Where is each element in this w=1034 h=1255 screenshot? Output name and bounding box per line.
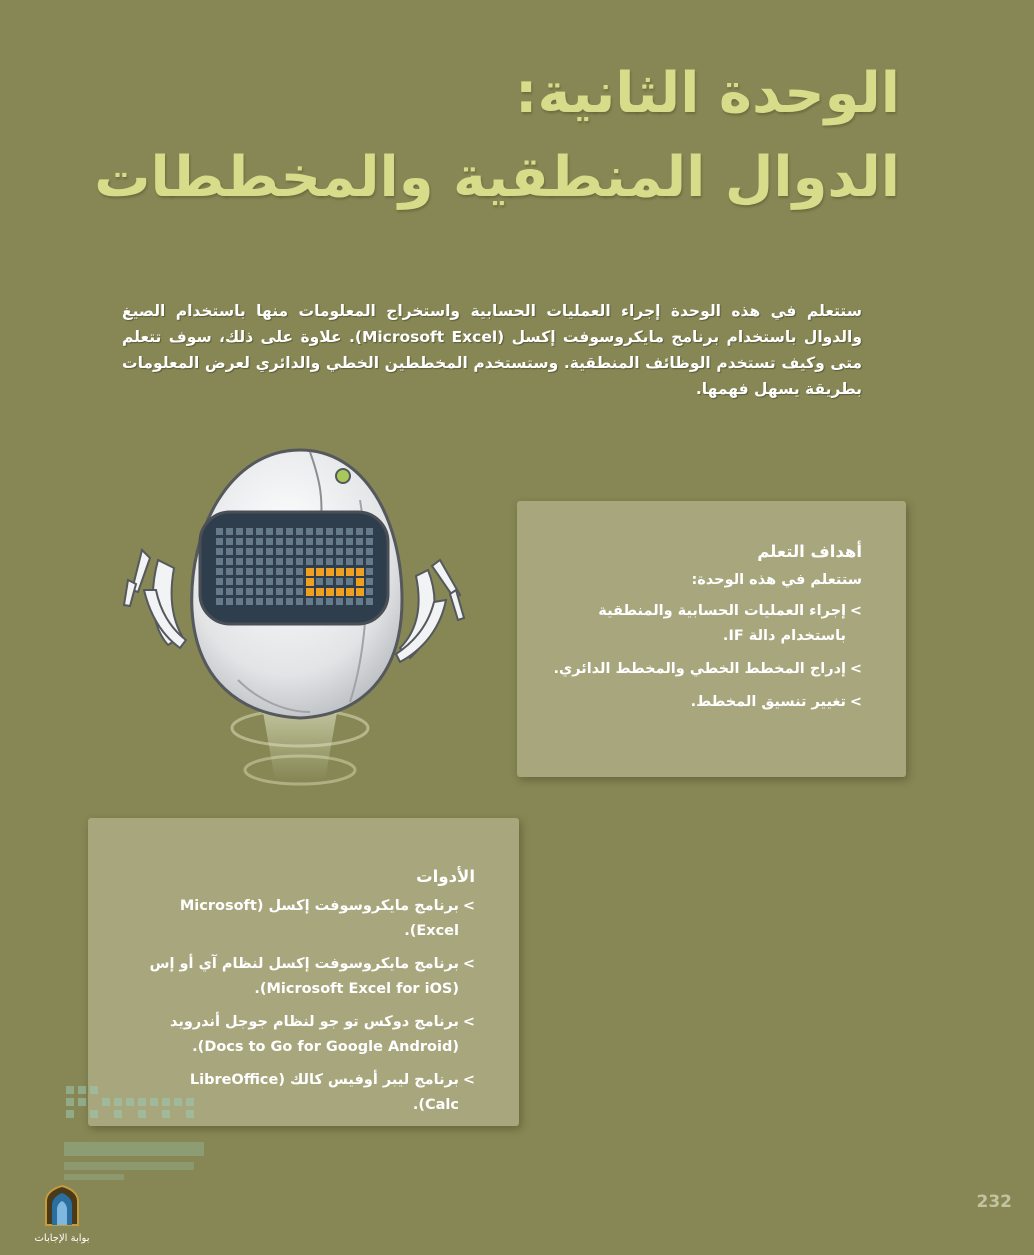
chevron-right-icon: > xyxy=(849,661,862,677)
portal-logo-icon xyxy=(42,1185,82,1227)
tools-heading: الأدوات xyxy=(416,867,475,886)
unit-title-line2: الدوال المنطقية والمخططات xyxy=(94,145,900,210)
chevron-right-icon: > xyxy=(462,1014,475,1030)
robot-illustration xyxy=(110,440,480,790)
list-item: > تغيير تنسيق المخطط. xyxy=(552,690,862,715)
portal-logo xyxy=(22,1185,102,1247)
list-item: > برنامج مايكروسوفت إكسل (Microsoft Excel). xyxy=(145,894,475,944)
unit-title-line1: الوحدة الثانية: xyxy=(515,61,900,126)
list-item: > إدراج المخطط الخطي والمخطط الدائري. xyxy=(552,657,862,682)
chevron-right-icon: > xyxy=(462,956,475,972)
list-item: > برنامج دوكس تو جو لنظام جوجل أندرويد (Docs to Go for Google Android). xyxy=(145,1010,475,1060)
ministry-logo xyxy=(56,1078,216,1188)
list-item: > برنامج مايكروسوفت إكسل لنظام آي أو إس (Microsoft Excel for iOS). xyxy=(145,952,475,1002)
learning-goals-heading: أهداف التعلم xyxy=(757,542,862,561)
chevron-right-icon: > xyxy=(849,694,862,710)
unit-intro-paragraph: ستتعلم في هذه الوحدة إجراء العمليات الحسابية واستخراج المعلومات منها باستخدام الصيغ والدوال باستخدام برنامج مايكروسوفت إكسل (Microsoft Excel). علاوة على ذلك، سوف تتعلم متى وكيف تستخدم الوظائف المنطقية. وستستخدم المخططين الخطي والدائري لعرض المعلومات بطريقة يسهل فهمها. xyxy=(122,302,862,398)
chevron-right-icon: > xyxy=(462,1072,475,1088)
learning-goals-box xyxy=(517,501,906,777)
chevron-right-icon: > xyxy=(849,603,862,619)
list-item: > إجراء العمليات الحسابية والمنطقية باستخدام دالة IF. xyxy=(552,599,862,649)
page-number: 232 xyxy=(976,1192,1012,1212)
chevron-right-icon: > xyxy=(462,898,475,914)
unit-title xyxy=(94,52,900,220)
list-item: > برنامج ليبر أوفيس كالك (LibreOffice Calc). xyxy=(145,1068,475,1118)
learning-goals-subheading: ستتعلم في هذه الوحدة: xyxy=(691,572,862,588)
portal-label: بوابة الإجابات xyxy=(34,1233,90,1244)
